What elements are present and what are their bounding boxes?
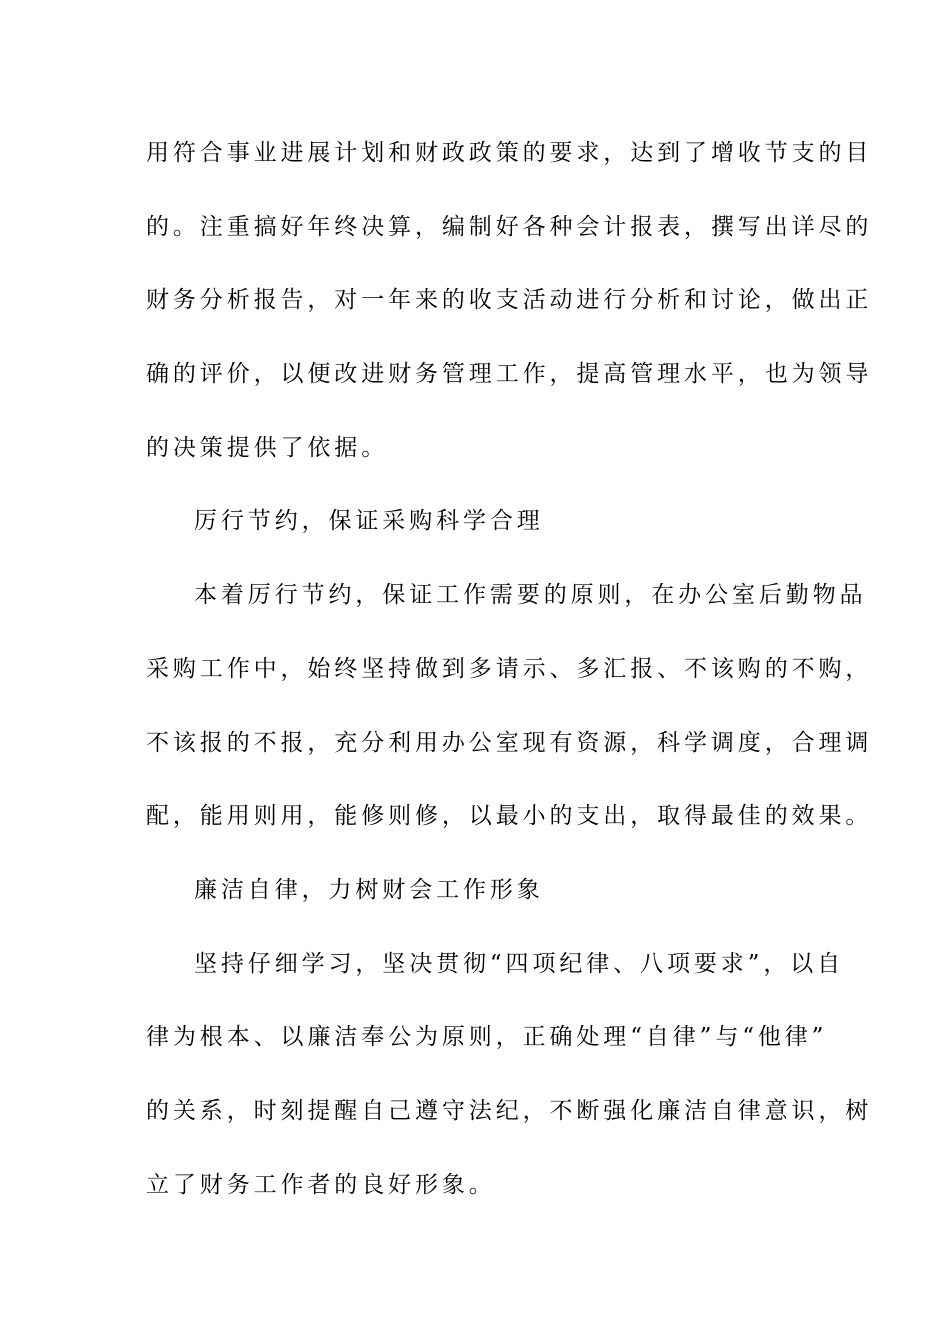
text-line: 不该报的不报，充分利用办公室现有资源，科学调度，合理调 — [146, 729, 873, 756]
text-line: 律为根本、以廉洁奉公为原则，正确处理“自律”与“他律” — [146, 1024, 828, 1051]
text-line: 本着厉行节约，保证工作需要的原则，在办公室后勤物品 — [194, 582, 867, 609]
document-body — [146, 131, 873, 1236]
text-line: 配，能用则用，能修则修，以最小的支出，取得最佳的效果。 — [146, 803, 873, 830]
text-line: 采购工作中，始终坚持做到多请示、多汇报、不该购的不购， — [146, 655, 873, 682]
text-line: 的决策提供了依据。 — [146, 434, 389, 461]
text-line: 的关系，时刻提醒自己遵守法纪，不断强化廉洁自律意识，树 — [146, 1097, 873, 1124]
text-line: 用符合事业进展计划和财政政策的要求，达到了增收节支的目 — [146, 140, 873, 166]
section-heading: 廉洁自律，力树财会工作形象 — [194, 876, 544, 903]
text-line: 财务分析报告，对一年来的收支活动进行分析和讨论，做出正 — [146, 287, 873, 314]
text-line: 坚持仔细学习，坚决贯彻“四项纪律、八项要求”，以自 — [194, 950, 845, 977]
section-heading: 厉行节约，保证采购科学合理 — [194, 508, 544, 535]
text-line: 确的评价，以便改进财务管理工作，提高管理水平，也为领导 — [146, 361, 873, 388]
text-line: 的。注重搞好年终决算，编制好各种会计报表，撰写出详尽的 — [146, 213, 873, 240]
text-line: 立了财务工作者的良好形象。 — [146, 1171, 496, 1198]
